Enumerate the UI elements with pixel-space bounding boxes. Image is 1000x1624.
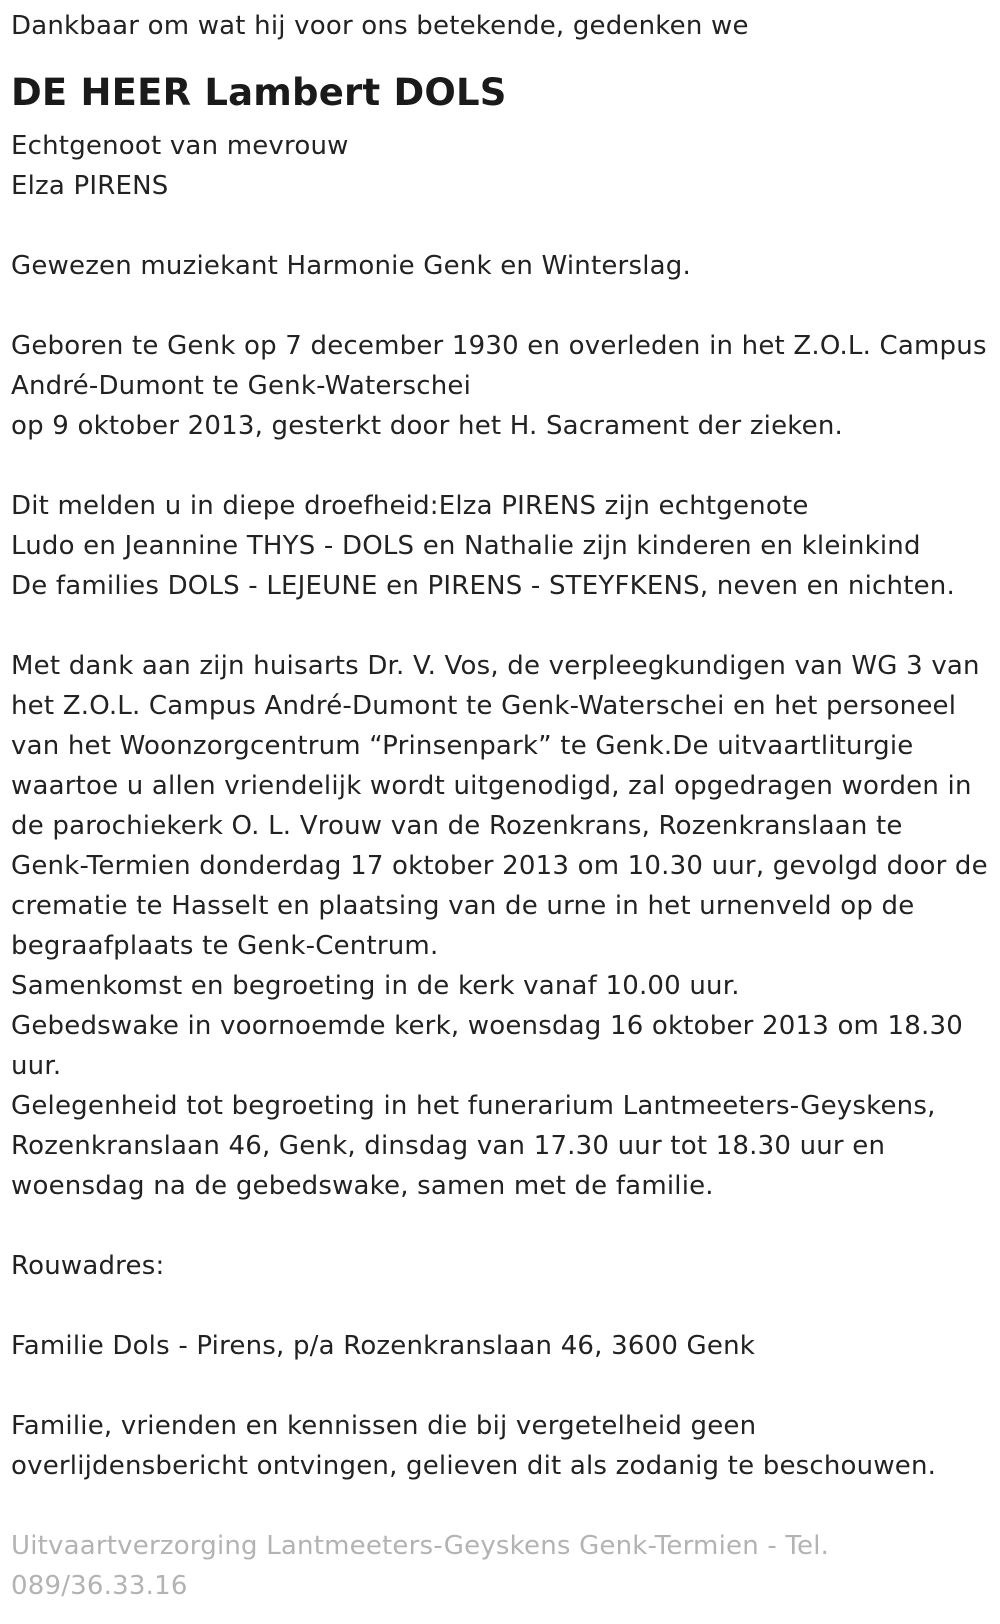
ceremony-line: van het Woonzorgcentrum “Prinsenpark” te Genk.De uitvaartliturgie: [11, 731, 914, 761]
ceremony-line: Samenkomst en begroeting in de kerk vanaf 10.00 uur.: [11, 971, 740, 1001]
ceremony-line: Genk-Termien donderdag 17 oktober 2013 om 10.30 uur, gevolgd door de: [11, 851, 988, 881]
spouse-block: [11, 126, 991, 206]
deceased-name: DE HEER Lambert DOLS: [11, 71, 507, 114]
address-text: Familie Dols - Pirens, p/a Rozenkranslaan 46, 3600 Genk: [11, 1331, 756, 1361]
ceremony-line: de parochiekerk O. L. Vrouw van de Rozenkrans, Rozenkranslaan te: [11, 811, 903, 841]
ceremony-line: Gebedswake in voornoemde kerk, woensdag 16 oktober 2013 om 18.30: [11, 1011, 963, 1041]
intro-text: Dankbaar om wat hij voor ons betekende, gedenken we: [11, 11, 749, 41]
ceremony-line: crematie te Hasselt en plaatsing van de urne in het urnenveld op de: [11, 891, 915, 921]
ceremony-line: Rozenkranslaan 46, Genk, dinsdag van 17.30 uur tot 18.30 uur en: [11, 1131, 886, 1161]
footer-line: Uitvaartverzorging Lantmeeters-Geyskens Genk-Termien - Tel.: [11, 1531, 830, 1561]
spacer: [11, 446, 991, 486]
funeral-director-footer: [11, 1526, 991, 1606]
spacer: [11, 286, 991, 326]
birth-death-block: [11, 326, 991, 446]
spacer: [11, 1486, 991, 1526]
spouse-line: Elza PIRENS: [11, 171, 169, 201]
spouse-line: Echtgenoot van mevrouw: [11, 131, 349, 161]
spacer: [11, 1206, 991, 1246]
spacer: [11, 206, 991, 246]
spacer: [11, 606, 991, 646]
address-label: Rouwadres:: [11, 1251, 165, 1281]
birth-death-line: André-Dumont te Genk-Waterschei: [11, 371, 471, 401]
ceremony-line: woensdag na de gebedswake, samen met de familie.: [11, 1171, 714, 1201]
ceremony-line: begraafplaats te Genk-Centrum.: [11, 931, 439, 961]
mourners-line: Dit melden u in diepe droefheid:Elza PIRENS zijn echtgenote: [11, 491, 809, 521]
mourners-line: Ludo en Jeannine THYS - DOLS en Nathalie zijn kinderen en kleinkind: [11, 531, 921, 561]
spacer: [11, 1286, 991, 1326]
note-line: overlijdensbericht ontvingen, gelieven dit als zodanig te beschouwen.: [11, 1451, 937, 1481]
birth-death-line: Geboren te Genk op 7 december 1930 en overleden in het Z.O.L. Campus: [11, 331, 987, 361]
note-block: [11, 1406, 991, 1486]
spacer: [11, 1366, 991, 1406]
footer-line: 089/36.33.16: [11, 1571, 188, 1601]
ceremony-line: uur.: [11, 1051, 62, 1081]
mourners-line: De families DOLS - LEJEUNE en PIRENS - STEYFKENS, neven en nichten.: [11, 571, 955, 601]
ceremony-line: Gelegenheid tot begroeting in het funerarium Lantmeeters-Geyskens,: [11, 1091, 936, 1121]
note-line: Familie, vrienden en kennissen die bij vergetelheid geen: [11, 1411, 757, 1441]
occupation-text: Gewezen muziekant Harmonie Genk en Winterslag.: [11, 251, 691, 281]
ceremony-line: het Z.O.L. Campus André-Dumont te Genk-Waterschei en het personeel: [11, 691, 957, 721]
obituary-document: [11, 6, 991, 1606]
ceremony-line: Met dank aan zijn huisarts Dr. V. Vos, de verpleegkundigen van WG 3 van: [11, 651, 980, 681]
ceremony-block: [11, 646, 991, 1206]
mourners-block: [11, 486, 991, 606]
ceremony-line: waartoe u allen vriendelijk wordt uitgenodigd, zal opgedragen worden in: [11, 771, 972, 801]
birth-death-line: op 9 oktober 2013, gesterkt door het H. Sacrament der zieken.: [11, 411, 843, 441]
